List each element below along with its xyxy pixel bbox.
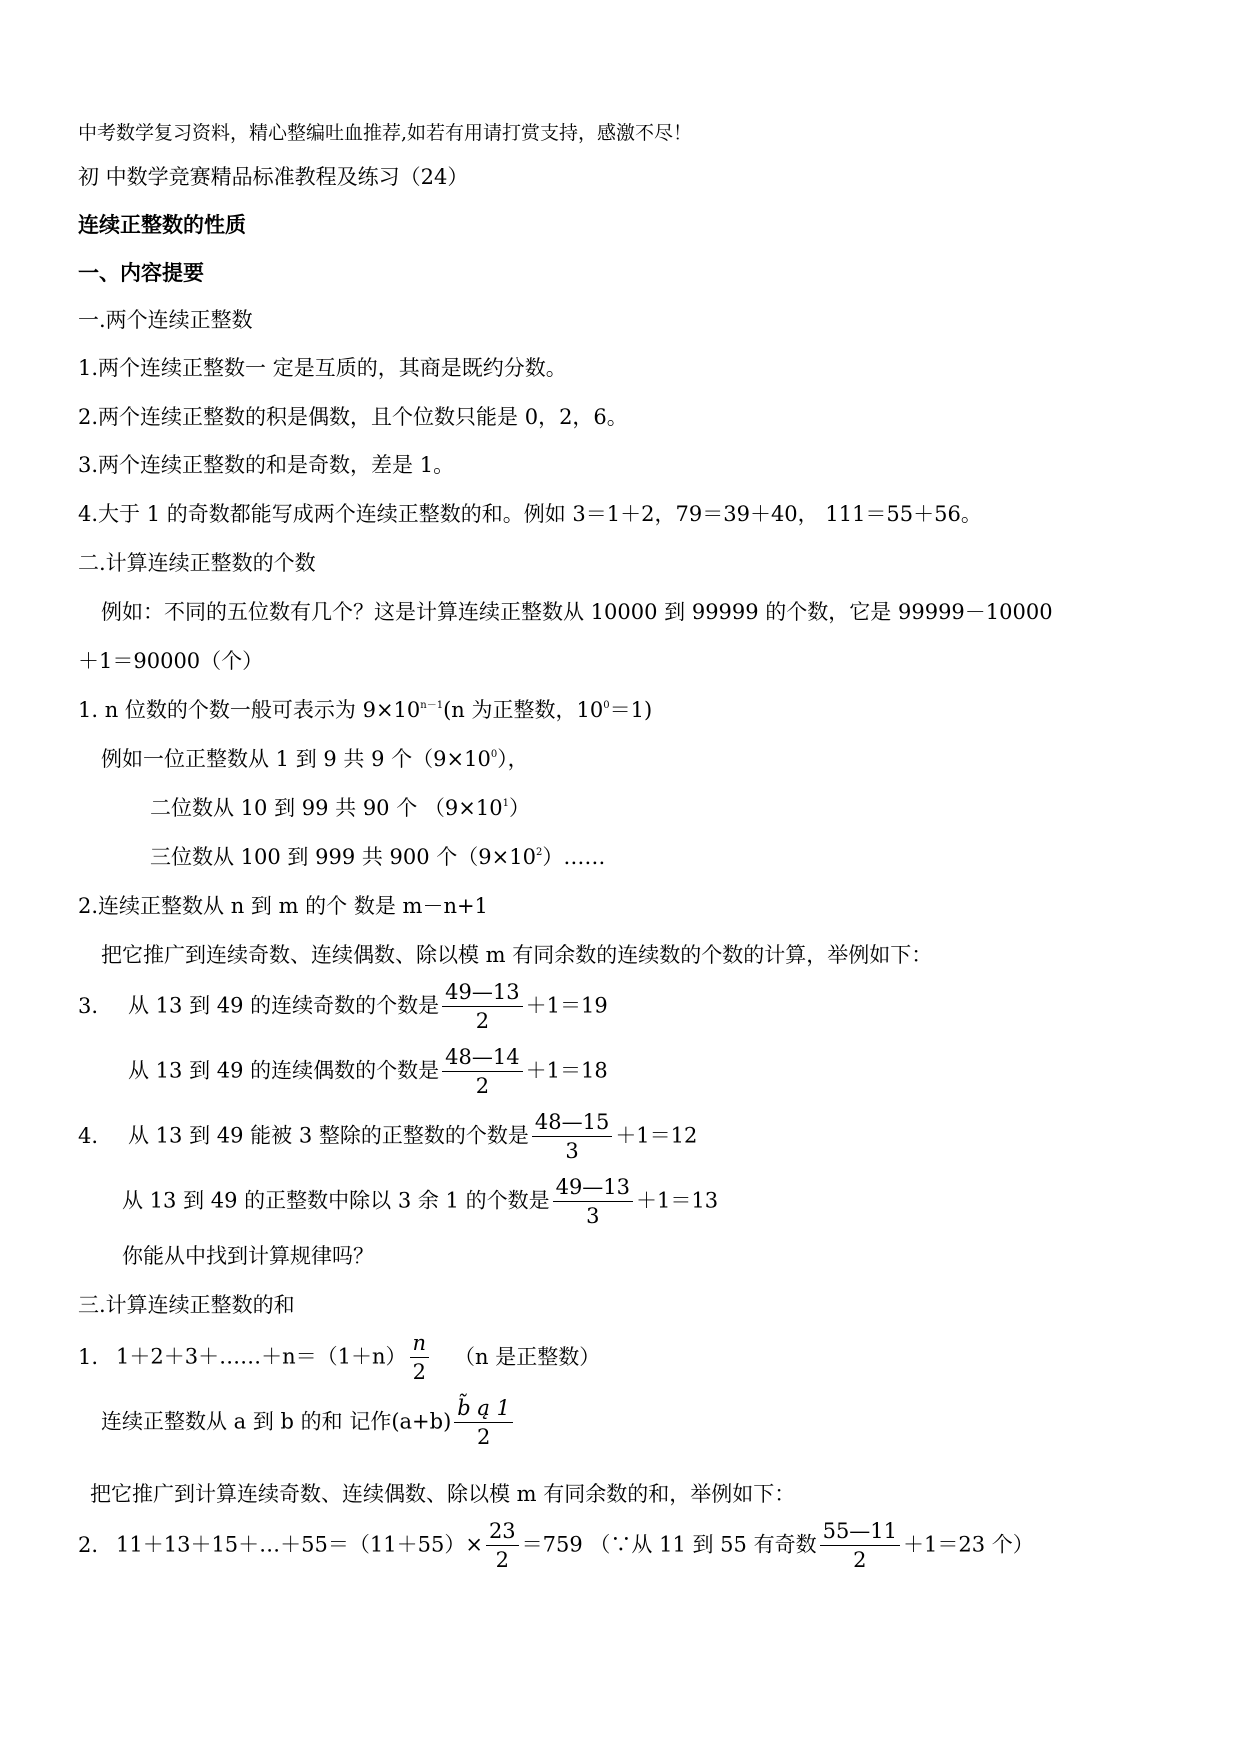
paragraph: 4.大于 1 的奇数都能写成两个连续正整数的和。例如 3＝1＋2，79＝39＋40， 111＝55＋56。 bbox=[78, 502, 982, 526]
fraction: $\frac{n}{2}$ bbox=[410, 1333, 430, 1383]
section-heading-summary: 一、内容提要 bbox=[78, 260, 204, 285]
paragraph: 把它推广到计算连续奇数、连续偶数、除以模 m 有同余数的和，举例如下： bbox=[90, 1482, 796, 1506]
formula-line: 2. 11＋13＋15＋…＋55＝（11＋55）× $\frac{23}{2}$ ＝759 （∵从 11 到 55 有奇数 $\frac{55—11}{2}$ ＋1＝23 个） bbox=[78, 1519, 1034, 1572]
paragraph: 2.两个连续正整数的积是偶数，且个位数只能是 0，2，6。 bbox=[78, 405, 628, 429]
fraction: $\frac{48—15}{3}$ bbox=[532, 1112, 612, 1162]
paragraph: 例如：不同的五位数有几个？这是计算连续正整数从 10000 到 99999 的个数，它是 99999－10000 bbox=[101, 600, 1053, 624]
subsection-heading-1: 一.两个连续正整数 bbox=[78, 308, 253, 332]
subsection-heading-2: 二.计算连续正整数的个数 bbox=[78, 551, 316, 575]
formula-line: 连续正整数从 a 到 b 的和 记作(a+b) $\frac{b̃ ą 1}{2}$ bbox=[101, 1398, 516, 1448]
formula-line: 3. 从 13 到 49 的连续奇数的个数是 $\frac{49—13}{2}$ ＋1＝19 bbox=[78, 980, 608, 1033]
fraction: $\frac{55—11}{2}$ bbox=[820, 1521, 900, 1571]
formula-line: 二位数从 10 到 99 共 90 个 $(9\times 10^1)$ bbox=[150, 796, 530, 820]
subsection-heading-3: 三.计算连续正整数的和 bbox=[78, 1293, 295, 1317]
promo-note: 中考数学复习资料，精心整编吐血推荐,如若有用请打赏支持，感激不尽！ bbox=[78, 122, 693, 144]
formula-line: 从 13 到 49 的连续偶数的个数是 $\frac{48—14}{2}$ ＋1＝18 bbox=[128, 1045, 608, 1098]
document-title: 初 中数学竞赛精品标准教程及练习（24） bbox=[78, 165, 469, 189]
fraction: $\frac{23}{2}$ bbox=[486, 1521, 519, 1571]
fraction: $\frac{b̃ ą 1}{2}$ bbox=[454, 1398, 513, 1448]
topic-heading: 连续正整数的性质 bbox=[78, 212, 246, 237]
fraction: $\frac{48—14}{2}$ bbox=[442, 1047, 522, 1097]
paragraph: 3.两个连续正整数的和是奇数，差是 1。 bbox=[78, 453, 455, 477]
formula-line: 从 13 到 49 的正整数中除以 3 余 1 的个数是 $\frac{49—13}{3}$ ＋1＝13 bbox=[122, 1175, 719, 1228]
paragraph: 2.连续正整数从 n 到 m 的个 数是 m－n+1 bbox=[78, 894, 488, 918]
formula-line: 例如一位正整数从 1 到 9 共 9 个$(9\times 10^0)$， bbox=[101, 747, 529, 771]
question-line: 你能从中找到计算规律吗？ bbox=[122, 1244, 374, 1268]
formula-line: 1. 1＋2＋3＋……＋n＝（1＋n） $\frac{n}{2}$ （n 是正整数） bbox=[78, 1331, 601, 1384]
formula-line: 三位数从 100 到 999 共 900 个$(9\times 10^2)\dots\dots$ bbox=[150, 845, 606, 869]
paragraph: 把它推广到连续奇数、连续偶数、除以模 m 有同余数的连续数的个数的计算，举例如下： bbox=[101, 943, 933, 967]
fraction: $\frac{49—13}{3}$ bbox=[553, 1177, 633, 1227]
fraction: $\frac{49—13}{2}$ bbox=[442, 982, 522, 1032]
formula-line: 4. 从 13 到 49 能被 3 整除的正整数的个数是 $\frac{48—15}{3}$ ＋1＝12 bbox=[78, 1110, 698, 1163]
paragraph: ＋1＝90000（个） bbox=[78, 649, 264, 673]
formula-line: 1. n 位数的个数一般可表示为 $9\times 10^{n-1}(n$ 为正整数，$10^0=1$) bbox=[78, 698, 653, 722]
paragraph: 1.两个连续正整数一 定是互质的，其商是既约分数。 bbox=[78, 356, 567, 380]
